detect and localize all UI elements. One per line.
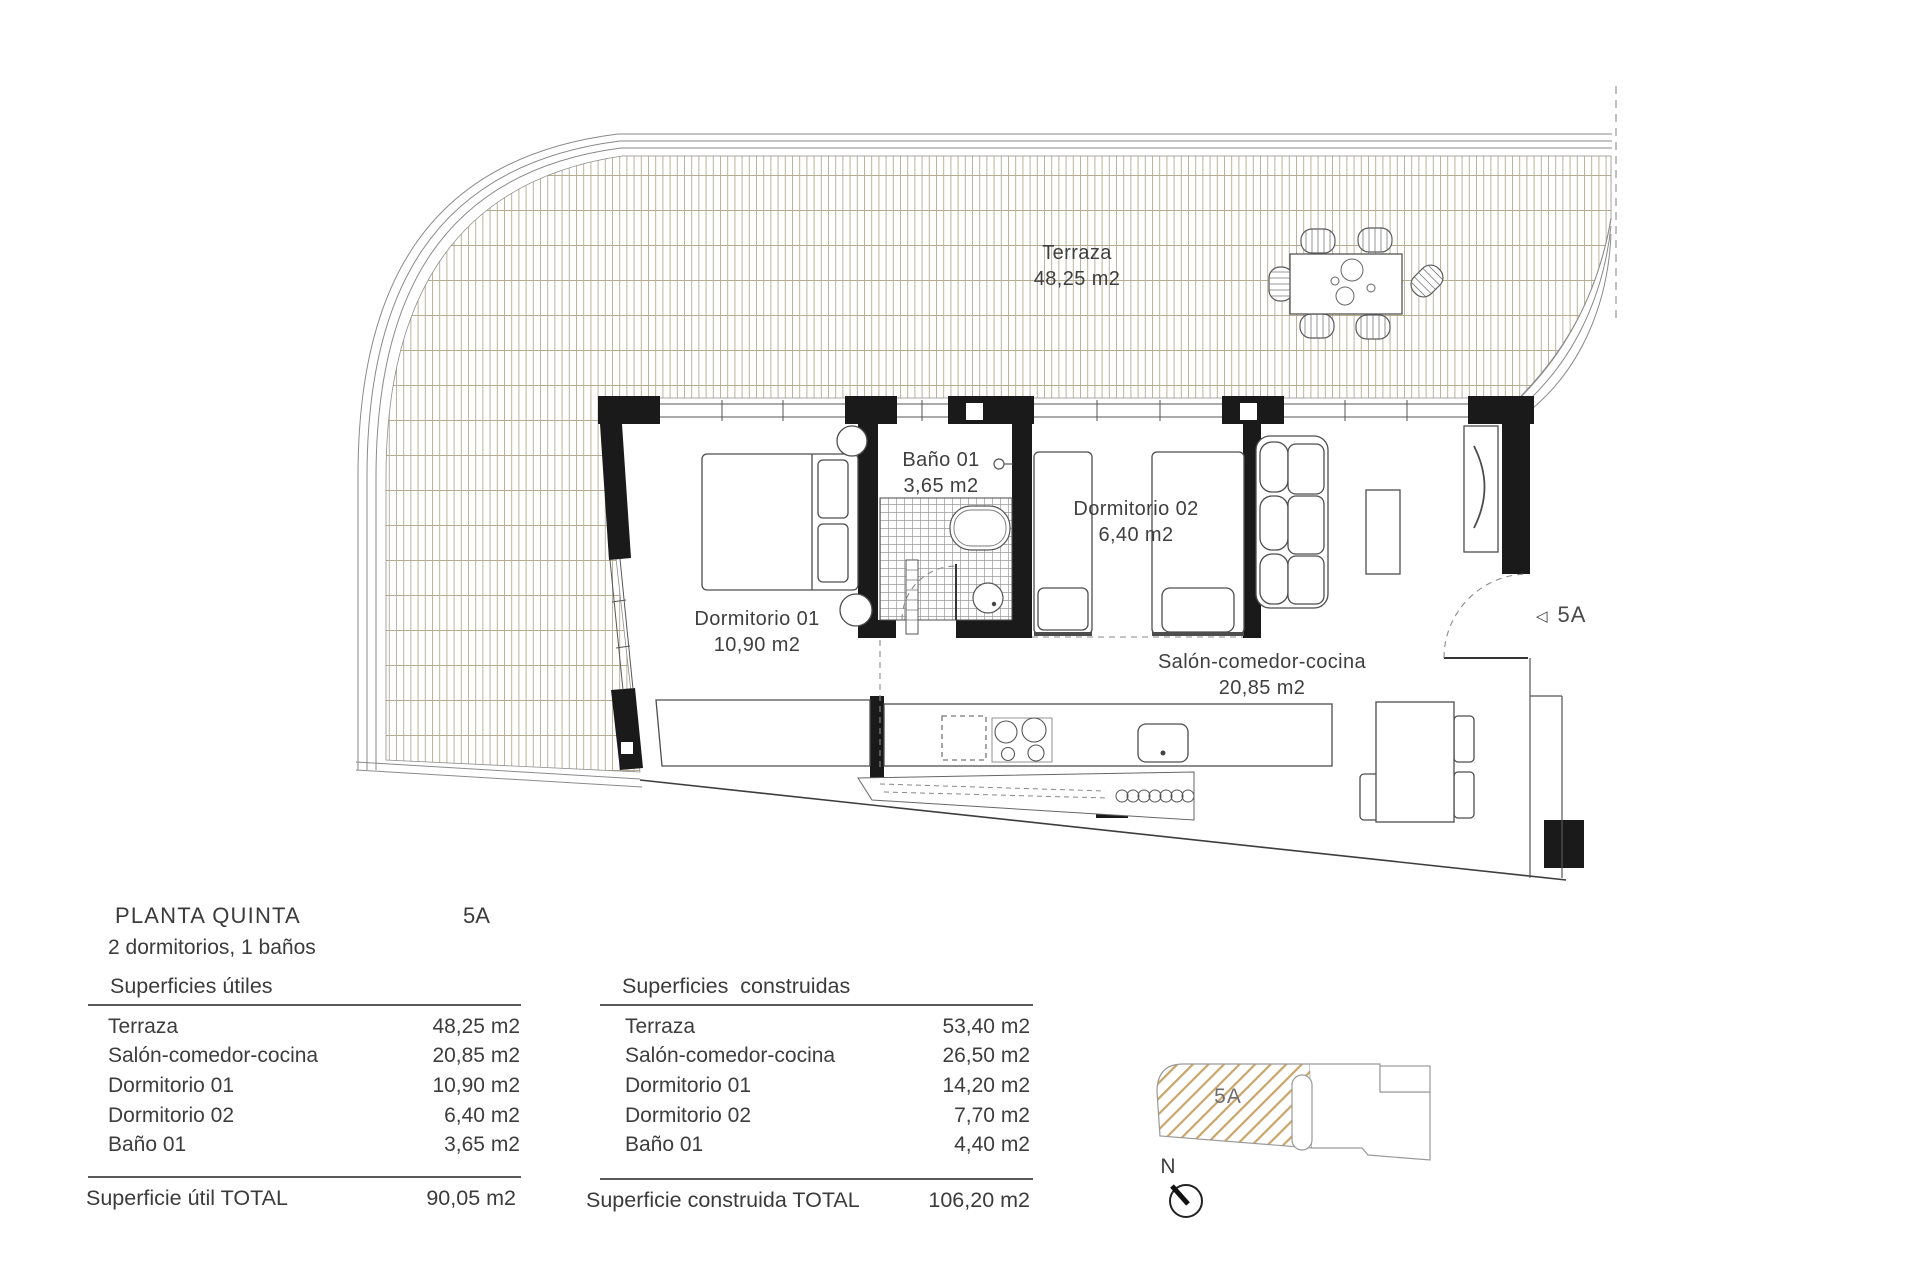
table-rows (108, 1012, 520, 1160)
table-rule (88, 1176, 521, 1178)
row-label: Baño 01 (108, 1133, 187, 1157)
table-rule (88, 1004, 521, 1006)
row-label: Salón-comedor-cocina (108, 1044, 319, 1068)
entry-triangle-icon: ◁ (1536, 608, 1549, 625)
table-row (108, 1071, 520, 1101)
table-row (625, 1012, 1030, 1042)
row-value: 14,20 m2 (942, 1073, 1030, 1097)
entrance-door (1444, 574, 1528, 658)
room-label-dormitorio-01: Dormitorio 01 10,90 m2 (694, 608, 820, 656)
table-total-row (86, 1186, 516, 1211)
table-row (625, 1042, 1030, 1072)
plan-title: PLANTA QUINTA (115, 903, 301, 928)
row-value: 26,50 m2 (942, 1044, 1030, 1068)
table-header: Superficies útiles (110, 974, 273, 998)
row-label: Dormitorio 01 (625, 1073, 752, 1097)
plan-subtitle: 2 dormitorios, 1 baños (108, 936, 316, 959)
total-value: 90,05 m2 (426, 1186, 516, 1210)
row-value: 3,65 m2 (444, 1133, 520, 1157)
table-rule (600, 1004, 1033, 1006)
total-label: Superficie útil TOTAL (86, 1186, 288, 1210)
row-label: Terraza (625, 1014, 696, 1038)
table-rows (625, 1012, 1030, 1160)
entry-marker-5a (1536, 602, 1586, 628)
room-label-dormitorio-02: Dormitorio 02 6,40 m2 (1073, 498, 1199, 546)
table-row (108, 1042, 520, 1072)
row-label: Dormitorio 02 (108, 1103, 235, 1127)
table-total-row (586, 1188, 1030, 1213)
room-label-terraza: Terraza 48,25 m2 (1033, 242, 1121, 290)
row-value: 6,40 m2 (444, 1103, 520, 1127)
total-value: 106,20 m2 (928, 1188, 1030, 1212)
key-plan (1157, 1064, 1430, 1160)
row-label: Terraza (108, 1014, 179, 1038)
row-value: 7,70 m2 (954, 1103, 1030, 1127)
row-value: 20,85 m2 (432, 1044, 520, 1068)
table-row (625, 1130, 1030, 1160)
bedroom-01-furniture (702, 426, 872, 626)
row-value: 48,25 m2 (432, 1014, 520, 1038)
north-arrow (1170, 1185, 1202, 1217)
table-row (108, 1130, 520, 1160)
row-label: Baño 01 (625, 1133, 704, 1157)
row-value: 53,40 m2 (942, 1014, 1030, 1038)
row-value: 4,40 m2 (954, 1133, 1030, 1157)
row-label: Salón-comedor-cocina (625, 1044, 836, 1068)
table-row (108, 1101, 520, 1131)
room-label-bano-01: Baño 01 3,65 m2 (902, 449, 980, 497)
room-label-salon: Salón-comedor-cocina 20,85 m2 (1157, 651, 1367, 699)
total-label: Superficie construida TOTAL (586, 1188, 860, 1212)
keyplan-unit-label: 5A (1214, 1085, 1242, 1108)
kitchen-counters (656, 700, 1332, 820)
table-row (625, 1071, 1030, 1101)
table-rule (600, 1178, 1033, 1180)
row-label: Dormitorio 02 (625, 1103, 752, 1127)
north-label: N (1160, 1155, 1176, 1178)
table-row (108, 1012, 520, 1042)
table-header: Superficies construidas (622, 974, 851, 998)
entry-label: 5A (1557, 602, 1587, 627)
row-value: 10,90 m2 (432, 1073, 520, 1097)
plan-unit: 5A (463, 903, 490, 928)
table-row (625, 1101, 1030, 1131)
row-label: Dormitorio 01 (108, 1073, 235, 1097)
